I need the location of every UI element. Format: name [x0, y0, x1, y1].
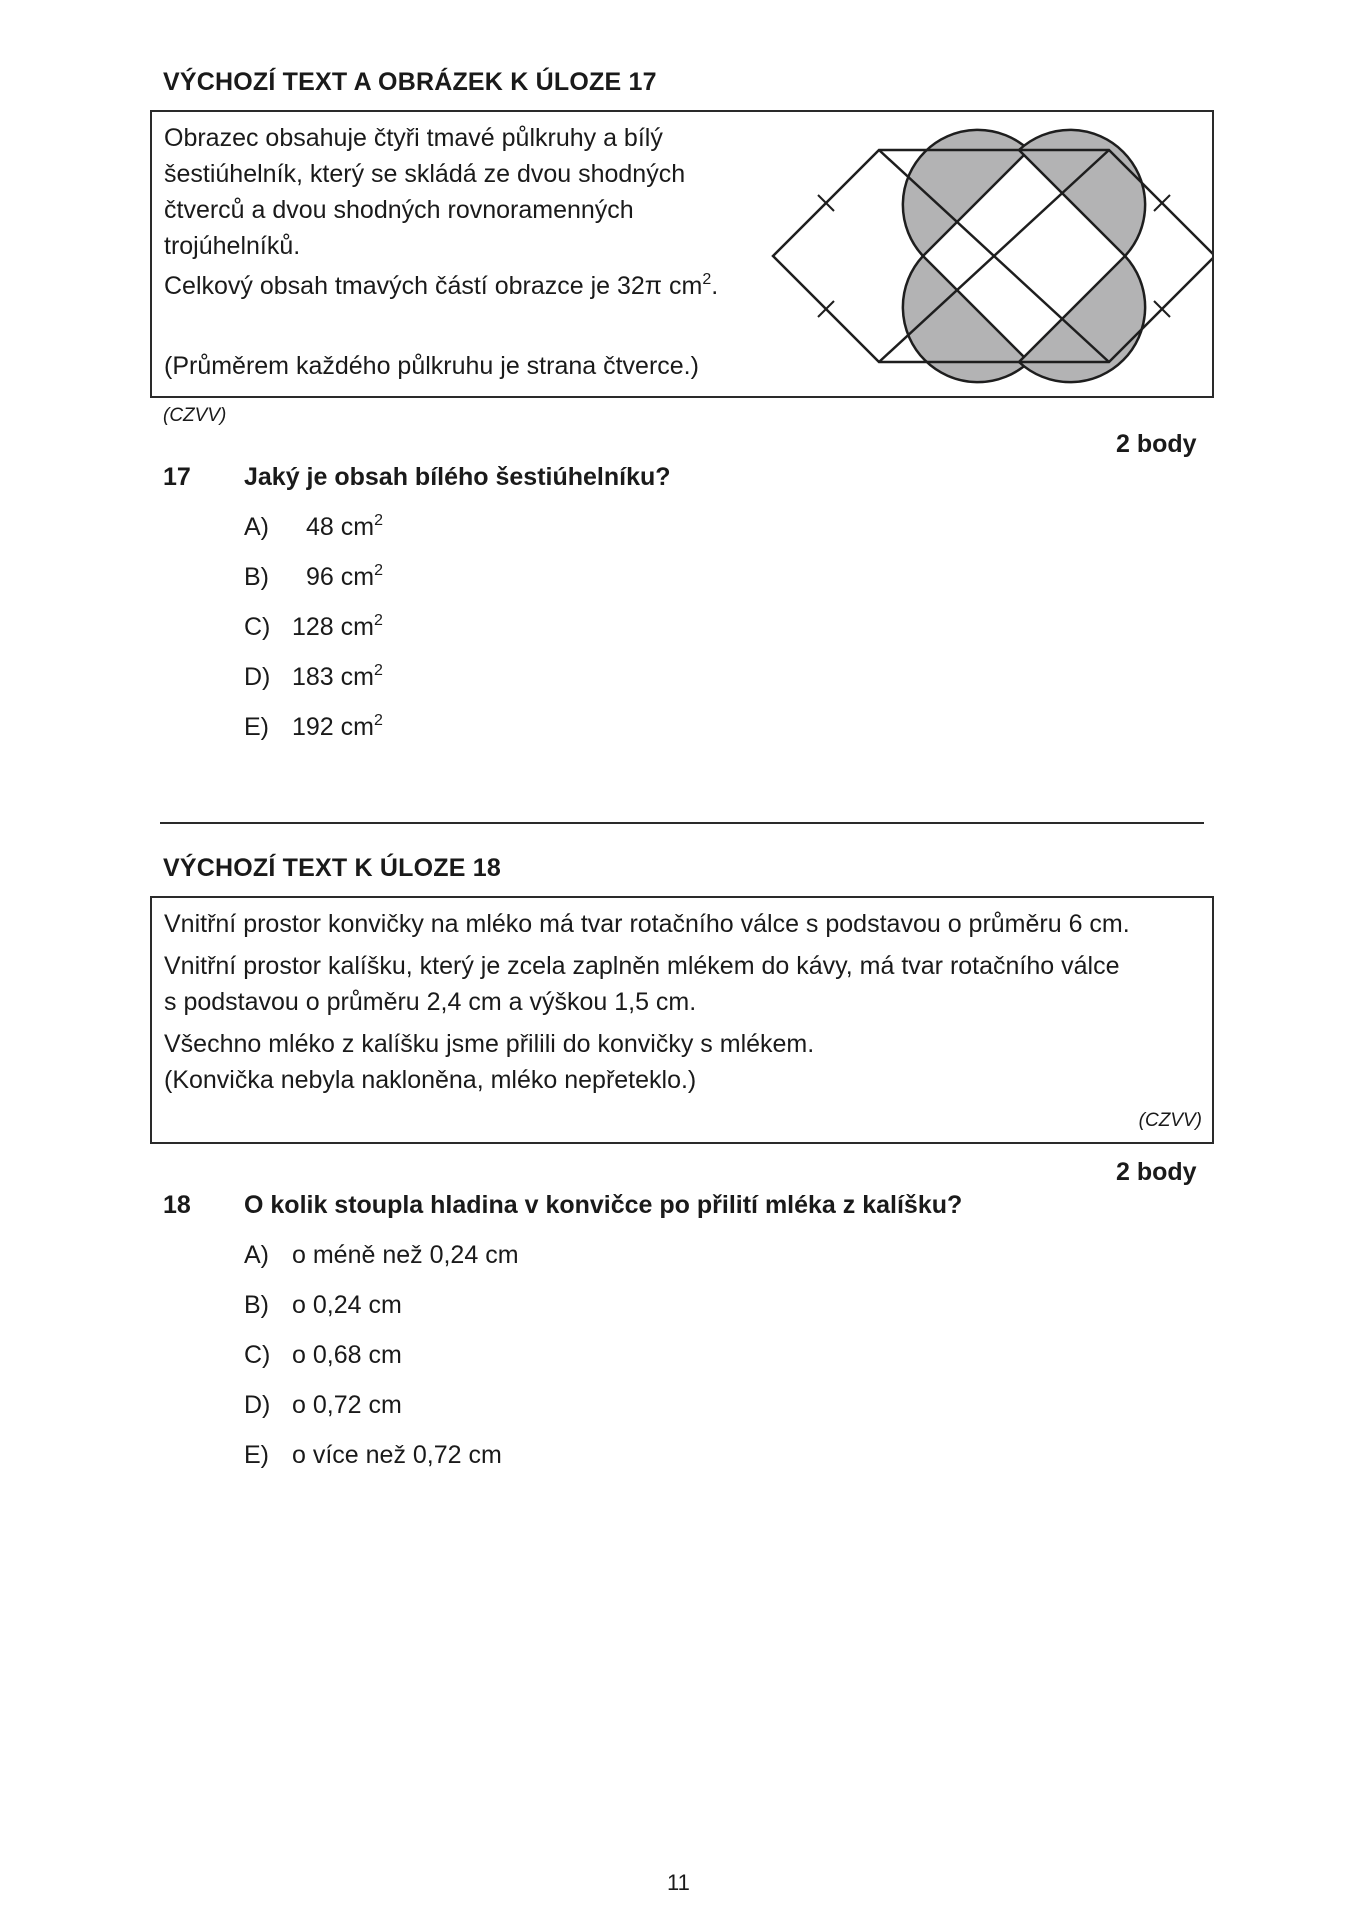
task17-area-statement: Celkový obsah tmavých částí obrazce je 32π $cm^2$.: [164, 271, 719, 300]
task17-question: Jaký je obsah bílého šestiúhelníku?: [244, 463, 671, 491]
option-a[interactable]: A) 48 $cm^2$: [244, 512, 383, 541]
hexagon-figure: [752, 112, 1212, 396]
task18-points: 2 body: [1116, 1158, 1197, 1186]
task17-number: 17: [163, 463, 191, 491]
task17-points: 2 body: [1116, 430, 1197, 458]
task17-line: Obrazec obsahuje čtyři tmavé půlkruhy a bílý: [164, 124, 663, 152]
task18-line: Vnitřní prostor konvičky na mléko má tvar rotačního válce s podstavou o průměru 6 cm.: [164, 910, 1130, 938]
task17-box: [150, 110, 1214, 398]
option-b[interactable]: B) o 0,24 cm: [244, 1291, 402, 1319]
option-b[interactable]: B) 96 $cm^2$: [244, 562, 383, 591]
option-d[interactable]: D) o 0,72 cm: [244, 1391, 402, 1419]
option-a[interactable]: A) o méně než 0,24 cm: [244, 1241, 519, 1269]
task18-options: [244, 1241, 519, 1491]
section-divider: [160, 822, 1204, 824]
task18-line: (Konvička nebyla nakloněna, mléko nepřeteklo.): [164, 1066, 697, 1094]
task18-line: s podstavou o průměru 2,4 cm a výškou 1,5 cm.: [164, 988, 697, 1016]
task17-line: šestiúhelník, který se skládá ze dvou shodných: [164, 160, 686, 188]
task18-source: (CZVV): [1138, 1110, 1202, 1131]
task17-description: [164, 120, 724, 264]
task18-line: Vnitřní prostor kalíšku, který je zcela zaplněn mlékem do kávy, má tvar rotačního válce: [164, 952, 1120, 980]
task17-line: čtverců a dvou shodných rovnoramenných: [164, 196, 634, 224]
task17-options: [244, 513, 383, 763]
page-number: 11: [667, 1870, 690, 1895]
option-c[interactable]: C) o 0,68 cm: [244, 1341, 402, 1369]
option-c[interactable]: C) 128 $cm^2$: [244, 612, 383, 641]
option-d[interactable]: D) 183 $cm^2$: [244, 662, 383, 691]
semicircles: [903, 130, 1145, 382]
task17-line: trojúhelníků.: [164, 232, 301, 260]
task18-number: 18: [163, 1191, 191, 1219]
task18-box: [150, 896, 1214, 1144]
task18-question: O kolik stoupla hladina v konvičce po přilití mléka z kalíšku?: [244, 1191, 963, 1219]
task18-heading: VÝCHOZÍ TEXT K ÚLOZE 18: [163, 854, 501, 882]
option-e[interactable]: E) o více než 0,72 cm: [244, 1441, 502, 1469]
task18-line: Všechno mléko z kalíšku jsme přilili do konvičky s mlékem.: [164, 1030, 815, 1058]
option-e[interactable]: E) 192 $cm^2$: [244, 712, 383, 741]
task17-heading: VÝCHOZÍ TEXT A OBRÁZEK K ÚLOZE 17: [163, 68, 657, 96]
task17-note: (Průměrem každého půlkruhu je strana čtverce.): [164, 352, 699, 380]
task17-source: (CZVV): [163, 405, 227, 426]
